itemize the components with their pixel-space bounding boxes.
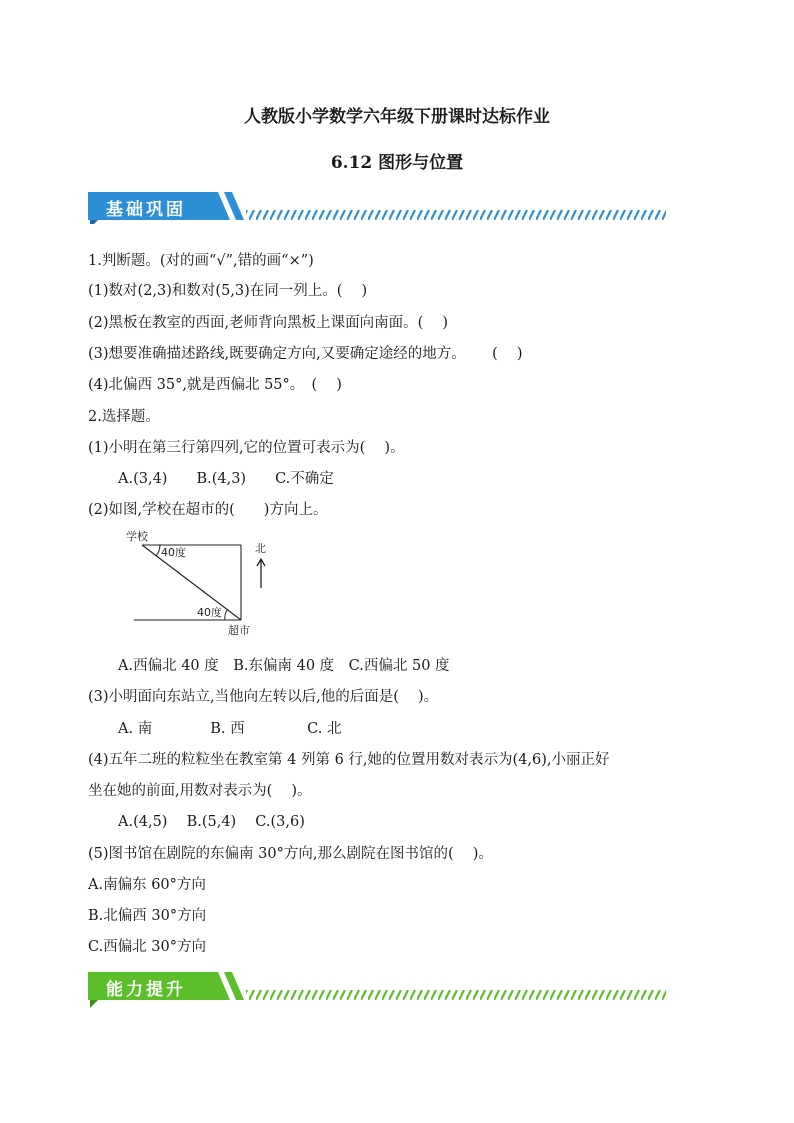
section-banner-advanced bbox=[88, 970, 668, 1004]
q2-s2-text: (2)如图,学校在超市的( )方向上。 bbox=[88, 502, 328, 518]
page-subtitle: 6.12 图形与位置 bbox=[330, 153, 464, 173]
q2-s1-options: A.(3,4) B.(4,3) C.不确定 bbox=[118, 471, 334, 487]
q2-s3-text: (3)小明面向东站立,当他向左转以后,他的后面是( )。 bbox=[88, 689, 439, 705]
q2-s5-option-c: C.西偏北 30°方向 bbox=[88, 939, 206, 955]
label-north: 北 bbox=[255, 542, 266, 555]
q2-s3-options: A. 南 B. 西 C. 北 bbox=[118, 721, 342, 737]
q2-s4-text-2: 坐在她的前面,用数对表示为( )。 bbox=[88, 783, 312, 799]
q2-s1-text: (1)小明在第三行第四列,它的位置可表示为( )。 bbox=[88, 440, 405, 456]
q1-item-4: (4)北偏西 35°,就是西偏北 55°。 ( ) bbox=[88, 377, 342, 393]
q1-item-3: (3)想要准确描述路线,既要确定方向,又要确定途经的地方。 ( ) bbox=[88, 346, 523, 362]
banner-advanced-label: 能力提升 bbox=[106, 980, 186, 1000]
q1-item-2: (2)黑板在教室的西面,老师背向黑板上课面向南面。( ) bbox=[88, 315, 449, 331]
q2-s5-text: (5)图书馆在剧院的东偏南 30°方向,那么剧院在图书馆的( )。 bbox=[88, 846, 493, 862]
q2-s2-options: A.西偏北 40 度 B.东偏南 40 度 C.西偏北 50 度 bbox=[118, 658, 450, 674]
label-angle-bottom: 40度 bbox=[197, 606, 222, 619]
q2-s5-option-b: B.北偏西 30°方向 bbox=[88, 908, 207, 924]
position-diagram bbox=[126, 528, 266, 640]
label-market: 超市 bbox=[228, 624, 250, 637]
angle-arc-bottom bbox=[225, 610, 227, 620]
q2-title: 2.选择题。 bbox=[88, 409, 160, 425]
label-school: 学校 bbox=[126, 530, 148, 543]
banner-basic-label: 基础巩固 bbox=[106, 200, 186, 220]
q2-s5-option-a: A.南偏东 60°方向 bbox=[88, 877, 206, 893]
q2-s4-text-1: (4)五年二班的粒粒坐在教室第 4 列第 6 行,她的位置用数对表示为(4,6),小丽正好 bbox=[88, 752, 610, 768]
q2-s4-options: A.(4,5) B.(5,4) C.(3,6) bbox=[118, 814, 305, 830]
page-title: 人教版小学数学六年级下册课时达标作业 bbox=[244, 107, 550, 127]
q1-item-1: (1)数对(2,3)和数对(5,3)在同一列上。( ) bbox=[88, 283, 368, 299]
diagram-diagonal-line bbox=[142, 545, 241, 620]
angle-arc-top bbox=[156, 545, 160, 556]
label-angle-top: 40度 bbox=[161, 546, 186, 559]
section-banner-basic bbox=[88, 190, 668, 224]
q1-title: 1.判断题。(对的画“√”,错的画“×”) bbox=[88, 253, 314, 269]
